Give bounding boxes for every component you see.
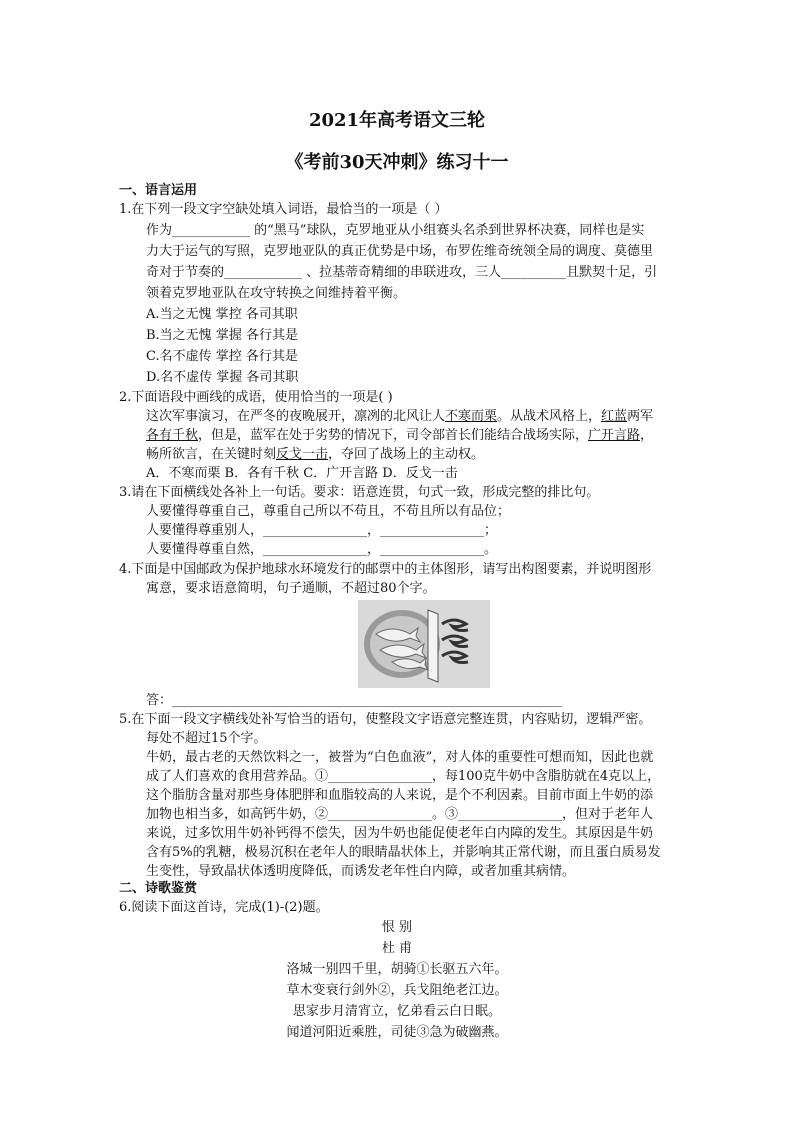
q2-text: 这次军事演习，在严冬的夜晚展开，凛冽的北风让人: [146, 409, 446, 424]
q1-stem: 1.在下列一段文字空缺处填入词语，最恰当的一项是（ ）: [119, 202, 448, 217]
q3-line: 人要懂得尊重自然，________________，________________。: [146, 542, 498, 557]
q2-passage-line: [146, 408, 653, 426]
section-heading-poetry: 二、诗歌鉴赏: [119, 881, 198, 896]
q2-options: A．不寒而栗 B．各有千秋 C．广开言路 D．反戈一击: [146, 466, 458, 481]
section-heading-language: 一、语言运用: [119, 183, 198, 198]
q2-underlined-idiom: 红蓝: [601, 409, 628, 424]
q2-passage-line: [146, 427, 653, 445]
q1-passage-line: 奇对于节奏的____________ 、拉基蒂奇精细的串联进攻，三人__________且默契十足，引: [146, 265, 658, 280]
q1-option-d: D.名不虚传 掌握 各司其职: [146, 370, 299, 385]
q5-limit: 每处不超过15个字。: [146, 731, 267, 746]
q1-option-b: B.当之无愧 掌握 各行其是: [146, 328, 298, 343]
q2-underlined-idiom: 广开言路: [588, 428, 641, 443]
q1-option-a: A.当之无愧 掌控 各司其职: [146, 307, 298, 322]
q5-stem: 5.在下面一段文字横线处补写恰当的语句，使整段文字语意完整连贯，内容贴切，逻辑严密。: [119, 712, 652, 727]
q2-underlined-idiom: 各有千秋: [146, 428, 199, 443]
q3-line: 人要懂得尊重自己，尊重自己所以不苟且，不苟且所以有品位；: [146, 504, 511, 519]
q2-text: ，但是，蓝军在处于劣势的情况下，司令部首长们能结合战场实际，: [198, 428, 589, 443]
q2-text: ，夺回了战场上的主动权。: [328, 447, 485, 462]
q4-answer-line: 答：____________________________________________________________: [146, 693, 563, 708]
q1-passage-line: 领着克罗地亚队在攻守转换之间维持着平衡。: [146, 286, 407, 301]
page-title: 2021年高考语文三轮: [308, 110, 486, 131]
fish-stamp-illustration: [358, 600, 490, 688]
q5-passage-line: 牛奶，最古老的天然饮料之一，被誉为“白色血液”，对人体的重要性可想而知，因此也就: [146, 750, 654, 765]
q1-passage-line: 作为____________ 的“黑马”球队，克罗地亚从小组赛头名杀到世界杯决赛，同样也是实: [146, 223, 645, 238]
q3-stem: 3.请在下面横线处各补上一句话。要求：语意连贯，句式一致，形成完整的排比句。: [119, 485, 600, 500]
poem-line: 思家步月清宵立，忆弟看云白日眠。: [292, 1004, 501, 1019]
poem-line: 洛城一别四千里，胡骑①长驱五六年。: [286, 962, 508, 977]
q1-option-c: C.名不虚传 掌控 各行其是: [146, 349, 298, 364]
q6-stem: 6.阅读下面这首诗，完成(1)-(2)题。: [119, 900, 329, 915]
poem-line: 闻道河阳近乘胜，司徒③急为破幽燕。: [286, 1025, 508, 1040]
q2-underlined-idiom: 反戈一击: [276, 447, 329, 462]
q4-stem: 寓意，要求语意简明，句子通顺，不超过80个字。: [146, 581, 436, 596]
q2-text: 。从战术风格上，: [497, 409, 602, 424]
q2-text: 两军: [627, 409, 654, 424]
page-subtitle: 《考前30天冲刺》练习十一: [285, 152, 509, 173]
q5-passage-line: 来说，过多饮用牛奶补钙得不偿失，因为牛奶也能促使老年白内障的发生。其原因是牛奶: [146, 826, 654, 841]
stamp-image: [358, 600, 490, 688]
q5-passage-line: 这个脂肪含量对那些身体肥胖和血脂较高的人来说，是个不利因素。目前市面上牛奶的添: [146, 788, 654, 803]
poem-line: 草木变衰行剑外②，兵戈阻绝老江边。: [286, 983, 508, 998]
q2-text: 畅所欲言，在关键时刻: [146, 447, 277, 462]
q2-passage-line: [146, 446, 484, 464]
q2-stem: 2.下面语段中画线的成语，使用恰当的一项是( ): [119, 390, 393, 405]
poem-author: 杜 甫: [381, 941, 413, 956]
q2-underlined-idiom: 不寒而栗: [445, 409, 498, 424]
poem-title: 恨 别: [381, 920, 413, 935]
q1-passage-line: 力大于运气的写照，克罗地亚队的真正优势是中场，布罗佐维奇统领全局的调度、莫德里: [146, 244, 654, 259]
q2-text: ，: [640, 428, 654, 443]
q3-line: 人要懂得尊重别人，________________，________________；: [146, 523, 498, 538]
q5-passage-line: 含有5%的乳糖，极易沉积在老年人的眼睛晶状体上，并影响其正常代谢，而且蛋白质易发: [146, 845, 661, 860]
q4-stem: 4.下面是中国邮政为保护地球水环境发行的邮票中的主体图形，请写出构图要素，并说明图形: [119, 562, 652, 577]
q5-passage-line: 成了人们喜欢的食用营养品。①________________，每100克牛奶中含脂肪就在4克以上，: [146, 769, 661, 784]
q5-passage-line: 生变性，导致晶状体透明度降低，而诱发老年性白内障，或者加重其病情。: [146, 864, 576, 879]
q5-passage-line: 加物也相当多，如高钙牛奶，②________________。③________________，但对于老年人: [146, 807, 654, 822]
